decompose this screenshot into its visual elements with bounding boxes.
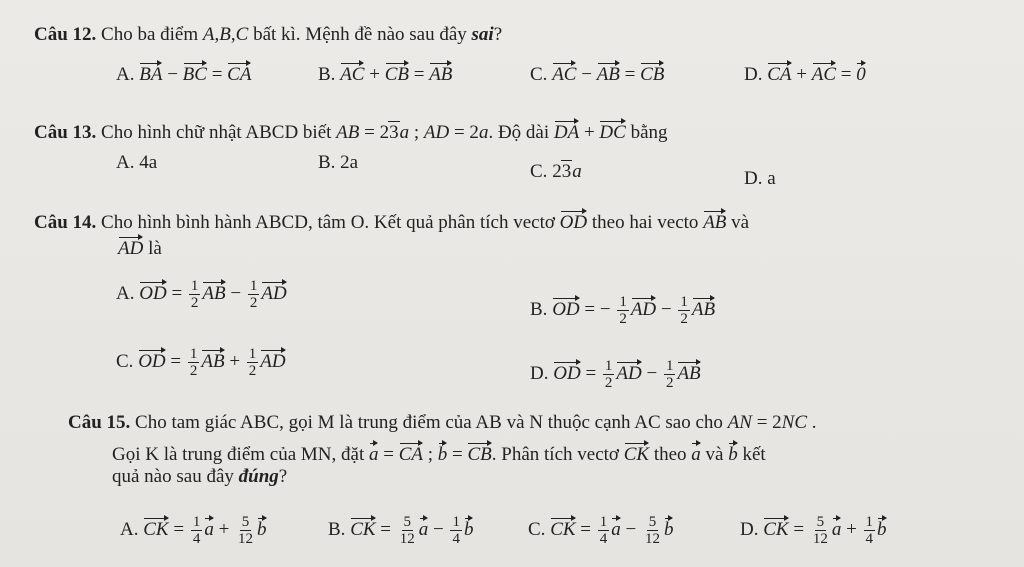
question-14: Câu 14. Cho hình bình hành ABCD, tâm O. Kết quả phân tích vectơ OD theo hai vecto AB và	[34, 208, 749, 234]
question-15-text-d: theo	[653, 444, 687, 465]
option-label: C.	[116, 350, 134, 372]
option-label: C.	[530, 161, 548, 182]
option-label: B.	[328, 518, 346, 540]
q12-option-d[interactable]: D. CA + AC = 0	[744, 60, 866, 86]
question-13-text-b: . Độ dài	[488, 122, 550, 143]
option-label: C.	[528, 518, 546, 540]
q13-option-a[interactable]: A. 4a	[116, 152, 158, 173]
question-15-line3: quả nào sau đây đúng?	[112, 466, 288, 487]
question-15-line2: Gọi K là trung điểm của MN, đặt a = CA ; b = CB. Phân tích vectơ CK theo a và b kết	[112, 440, 766, 466]
option-label: A.	[116, 64, 135, 85]
q13-option-c[interactable]: C. 23a	[530, 161, 582, 182]
question-12	[34, 24, 502, 46]
question-14-label: Câu 14.	[34, 212, 97, 233]
question-14-text-d: là	[148, 238, 162, 259]
question-14-cont: AD là	[118, 234, 162, 260]
question-15-label: Câu 15.	[68, 412, 131, 433]
question-13-label: Câu 13.	[34, 122, 97, 143]
q14-option-d[interactable]: D. OD = $\frac{1}{2}$ AD − $\frac{1}{2}$ AB	[530, 358, 701, 391]
q12-option-c[interactable]: C. AC − AB = CB	[530, 60, 664, 86]
q14-option-c[interactable]: C. OD = $\frac{1}{2}$ AB + $\frac{1}{2}$ AD	[116, 346, 286, 379]
option-label: C.	[530, 64, 548, 85]
q13-option-d[interactable]: D. a	[744, 168, 776, 189]
question-13: Câu 13. Cho hình chữ nhật ABCD biết AB = 23a ; AD = 2a. Độ dài DA + DC bằng	[34, 118, 668, 144]
option-label: D.	[744, 64, 763, 85]
question-15-text-f: kết	[742, 444, 766, 465]
question-15-text-a: Cho tam giác ABC, gọi M là trung điểm của AB và N thuộc cạnh AC sao cho	[135, 412, 723, 433]
option-label: A.	[120, 518, 139, 540]
q15-option-c[interactable]: C. CK = $\frac{1}{4}$ a − $\frac{5}{12}$ b	[528, 514, 674, 547]
q12-option-a[interactable]: A. BA − BC = CA	[116, 60, 251, 86]
question-12-text: Cho ba điểm A,B,C bất kì. Mệnh đề nào sau đây sai?	[101, 24, 503, 45]
question-13-text: Cho hình chữ nhật ABCD biết	[101, 122, 332, 143]
question-15-text-e: và	[705, 444, 724, 465]
question-14-text-a: Cho hình bình hành ABCD, tâm O. Kết quả phân tích vectơ	[101, 212, 555, 233]
option-label: D.	[530, 362, 549, 384]
q15-option-d[interactable]: D. CK = $\frac{5}{12}$ a + $\frac{1}{4}$ b	[740, 514, 887, 547]
question-15-text-b: Gọi K là trung điểm của MN, đặt	[112, 444, 365, 465]
q14-option-a[interactable]: A. OD = $\frac{1}{2}$ AB − $\frac{1}{2}$ AD	[116, 278, 287, 311]
option-label: B.	[318, 64, 336, 85]
option-label: D.	[740, 518, 759, 540]
option-label: A.	[116, 282, 135, 304]
question-14-text-c: và	[731, 212, 750, 233]
option-label: B.	[530, 298, 548, 320]
question-15-text-c: . Phân tích vectơ	[491, 444, 619, 465]
question-12-label: Câu 12.	[34, 24, 97, 45]
question-13-text-c: bằng	[630, 122, 668, 143]
q13-option-b[interactable]: B. 2a	[318, 152, 359, 173]
q12-option-b[interactable]: B. AC + CB = AB	[318, 60, 452, 86]
question-14-text-b: theo hai vecto	[591, 212, 699, 233]
q15-option-b[interactable]: B. CK = $\frac{5}{12}$ a − $\frac{1}{4}$ b	[328, 514, 474, 547]
question-15: Câu 15. Cho tam giác ABC, gọi M là trung điểm của AB và N thuộc cạnh AC sao cho AN = 2NC .	[68, 412, 817, 433]
q14-option-b[interactable]: B. OD = − $\frac{1}{2}$ AD − $\frac{1}{2}$ AB	[530, 294, 716, 327]
q15-option-a[interactable]: A. CK = $\frac{1}{4}$ a + $\frac{5}{12}$ b	[120, 514, 267, 547]
